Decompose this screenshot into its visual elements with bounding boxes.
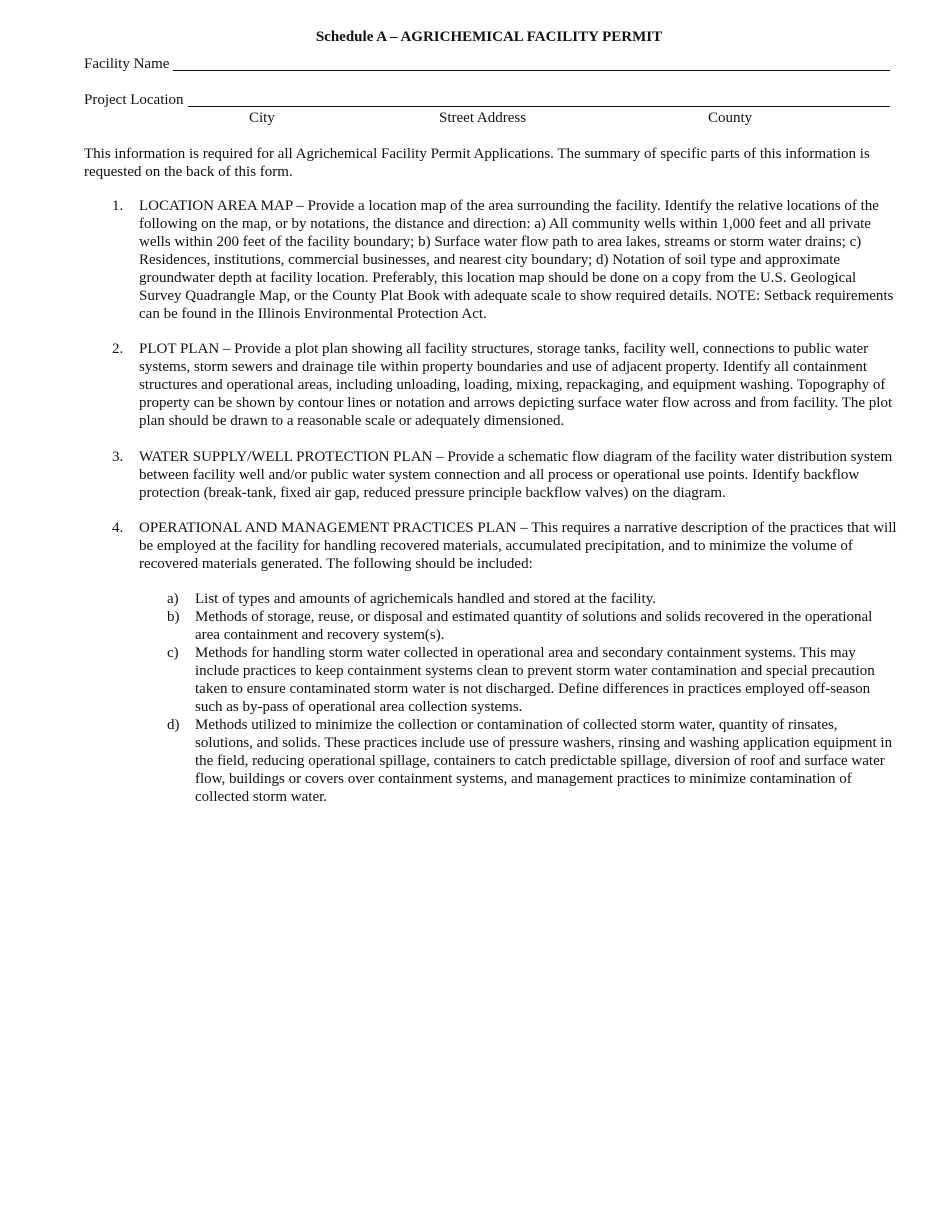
item-number: 4. [112,520,124,536]
sub-item-text: Methods for handling storm water collected in operational area and secondary containment systems. This may include practices to keep containment systems clean to prevent storm water contamination and special precaution taken to ensure contaminated storm water is not discharged. Define differences in practices employed off-season such as by-pass of operational area collection systems. [195,645,875,715]
sub-item-list [167,590,893,806]
facility-name-label: Facility Name [84,56,170,72]
sub-item-letter: a) [167,591,179,607]
page-title: Schedule A – AGRICHEMICAL FACILITY PERMIT [315,29,663,45]
item-text: OPERATIONAL AND MANAGEMENT PRACTICES PLAN – This requires a narrative description of the practices that will be employed at the facility for handling recovered materials, accumulated precipitation, and to minimize the volume of recovered materials generated. The following should be included: [139,520,897,572]
list-item-operational-practices-plan [112,519,898,573]
sub-item-letter: d) [167,717,180,733]
sub-item-text: Methods utilized to minimize the collection or contamination of collected storm water, quantity of rinsates, solutions, and solids. These practices include use of pressure washers, rinsing and washing application equipment in the field, reducing operational spillage, containers to catch predictable spillage, diversion of roof and surface water flow, buildings or covers over containment systems, and management practices to minimize contamination of collected storm water. [195,717,893,805]
sub-item-letter: b) [167,609,180,625]
project-location-blank-line[interactable] [188,92,890,107]
item-text: PLOT PLAN – Provide a plot plan showing all facility structures, storage tanks, facility well, connections to public water systems, storm sewers and drainage tile within property boundaries and use of adjacent property. Identify all containment structures and operational areas, including unloading, loading, mixing, repackaging, and equipment washing. Topography of property can be shown by contour lines or notation and arrows depicting surface water flow across and from facility. The plot plan should be drawn to a reasonable scale or adequately dimensioned. [139,341,893,429]
list-item-location-area-map [112,197,898,323]
item-number: 3. [112,449,124,465]
facility-name-blank-line[interactable] [173,56,890,71]
item-text: WATER SUPPLY/WELL PROTECTION PLAN – Provide a schematic flow diagram of the facility water distribution system between facility well and/or public water system connection and all process or operational use points. Identify backflow protection (break-tank, fixed air gap, reduced pressure principle backflow valves) on the diagram. [139,449,893,501]
item-text: LOCATION AREA MAP – Provide a location map of the area surrounding the facility. Identify the relative locations of the following on the map, or by notations, the distance and direction: a) All community wells within 1,000 feet and all private wells within 200 feet of the facility boundary; b) Surface water flow path to area lakes, streams or storm water drains; c) Residences, institutions, commercial businesses, and nearest city boundary; d) Notation of soil type and approximate groundwater depth at facility location. Preferably, this location map should be done on a copy from the U.S. Geological Survey Quadrangle Map, or the County Plat Book with adequate scale to show required details. NOTE: Setback requirements can be found in the Illinois Environmental Protection Act. [139,198,894,322]
list-item-plot-plan [112,340,898,430]
list-item-water-supply-plan [112,448,898,502]
street-address-sublabel: Street Address [439,110,527,126]
sub-item-letter: c) [167,645,179,661]
sub-item-c [167,644,893,716]
sub-item-text: List of types and amounts of agrichemicals handled and stored at the facility. [195,591,656,607]
county-sublabel: County [708,110,753,126]
intro-paragraph: This information is required for all Agrichemical Facility Permit Applications. The summary of specific parts of this information is requested on the back of this form. [84,146,870,180]
sub-item-d [167,716,893,806]
facility-name-field[interactable] [84,55,890,73]
item-number: 1. [112,198,124,214]
sub-item-b [167,608,893,644]
sub-item-text: Methods of storage, reuse, or disposal and estimated quantity of solutions and solids recovered in the operational area containment and recovery system(s). [195,609,873,643]
project-location-label: Project Location [84,92,184,108]
project-location-field[interactable] [84,91,890,109]
city-sublabel: City [249,110,275,126]
sub-item-a [167,590,893,608]
item-number: 2. [112,341,124,357]
